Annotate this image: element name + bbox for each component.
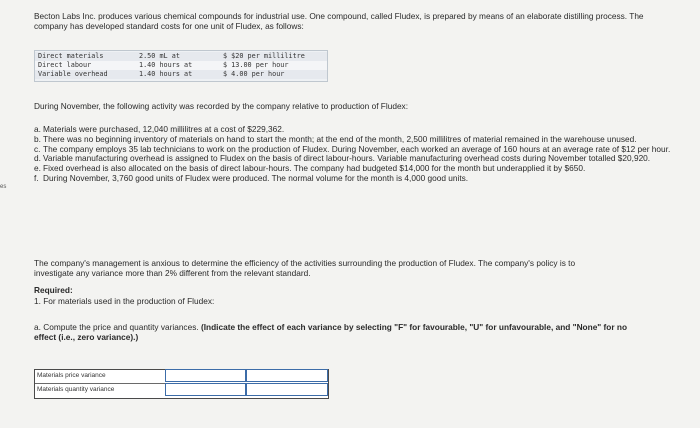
- answer-row-price: [35, 370, 328, 384]
- standard-row-labour: [35, 61, 327, 70]
- answer-row-label: Materials price variance: [37, 372, 106, 379]
- item-label: e.: [34, 163, 41, 174]
- edge-mark: es: [0, 184, 7, 190]
- quantity-variance-effect-select[interactable]: [246, 383, 328, 396]
- answer-row-quantity: [35, 384, 328, 397]
- list-item: [34, 174, 674, 184]
- item-text: There was no beginning inventory of materials on hand to start the month; at the end of the month, 2,500 millilitres of material remained in the warehouse unused.: [43, 133, 637, 144]
- required-item-1: 1. For materials used in the production of Fludex:: [34, 296, 215, 306]
- activity-list: [34, 125, 674, 184]
- item-text: Variable manufacturing overhead is assigned to Fludex on the basis of direct labour-hours. Variable manufacturing overhead costs during November totalled $20,920.: [43, 153, 651, 164]
- standard-row-materials: [35, 52, 327, 61]
- standard-row-overhead: [35, 70, 327, 79]
- standard-rate: $ $20 per millilitre: [223, 52, 305, 60]
- standard-quantity: 1.40 hours at: [139, 70, 193, 78]
- item-label: d.: [34, 153, 41, 164]
- management-paragraph: The company's management is anxious to determine the efficiency of the activities surrounding the production of Fludex. The company's policy is to investigate any variance more than 2% different from the relevant standard.: [34, 258, 576, 278]
- item-label: c.: [34, 143, 41, 154]
- intro-paragraph: Becton Labs Inc. produces various chemical compounds for industrial use. One compound, called Fludex, is prepared by means of an elaborate distilling process. The company has developed standard costs for one unit of Fludex, as follows:: [34, 11, 644, 31]
- standard-label: Direct labour: [38, 61, 92, 69]
- standard-cost-table: [34, 50, 328, 82]
- item-label: b.: [34, 133, 41, 144]
- answer-table: [34, 369, 329, 399]
- instruction-plain: a. Compute the price and quantity variances.: [34, 322, 199, 332]
- instruction-text: [34, 322, 634, 342]
- activity-intro: During November, the following activity was recorded by the company relative to production of Fludex:: [34, 101, 409, 111]
- required-heading: Required:: [34, 285, 73, 295]
- quantity-variance-amount-input[interactable]: [165, 383, 246, 396]
- standard-quantity: 1.40 hours at: [139, 61, 193, 69]
- instruction-bold: (Indicate the effect of each variance by selecting "F" for favourable, "U" for unfavourable, and "None" for no effect (i.e., zero variance).): [34, 322, 628, 342]
- item-text: The company employs 35 lab technicians to work on the production of Fludex. During November, each worked an average of 160 hours at an average rate of $12 per hour.: [43, 143, 671, 154]
- standard-rate: $ 13.00 per hour: [223, 61, 289, 69]
- standard-rate: $ 4.00 per hour: [223, 70, 285, 78]
- item-text: Materials were purchased, 12,040 millilitres at a cost of $229,362.: [43, 124, 285, 134]
- item-label: a.: [34, 124, 41, 134]
- price-variance-amount-input[interactable]: [165, 369, 246, 382]
- standard-quantity: 2.50 mL at: [139, 52, 180, 60]
- item-label: f.: [34, 172, 39, 183]
- price-variance-effect-select[interactable]: [246, 369, 328, 382]
- standard-label: Variable overhead: [38, 70, 108, 78]
- answer-row-label: Materials quantity variance: [37, 386, 115, 393]
- standard-label: Direct materials: [38, 52, 104, 60]
- item-text: Fixed overhead is also allocated on the basis of direct labour-hours. The company had budgeted $14,000 for the month but underapplied it by $650.: [43, 163, 586, 174]
- item-text: During November, 3,760 good units of Fludex were produced. The normal volume for the month is 4,000 good units.: [43, 172, 469, 183]
